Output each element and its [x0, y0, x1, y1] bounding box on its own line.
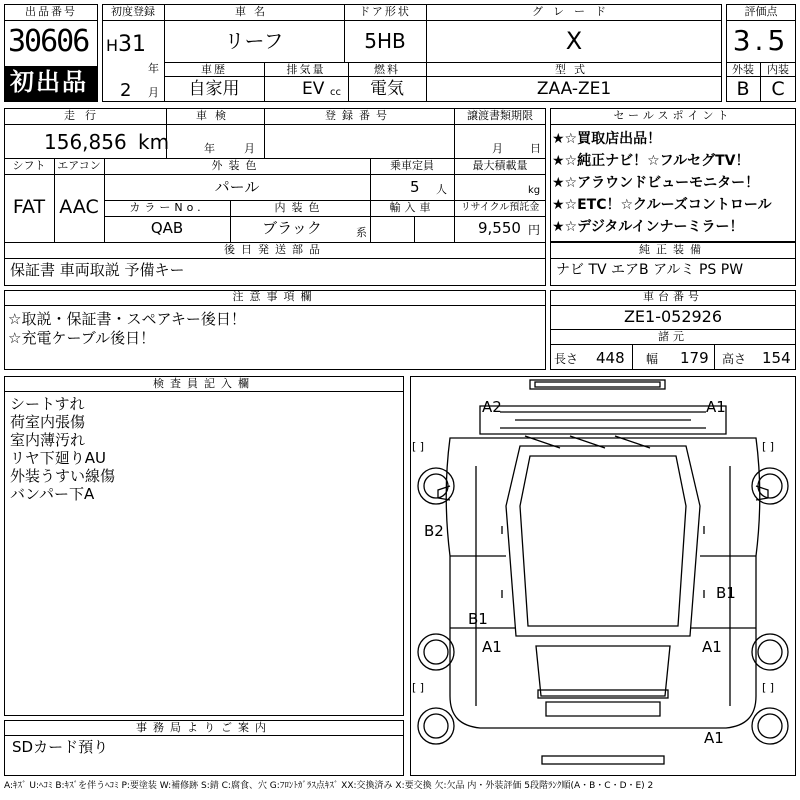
inspector-line: シートすれ — [10, 395, 85, 413]
displacement-label: 排気量 — [286, 63, 326, 76]
specs-len: 448 — [596, 349, 625, 367]
sales-point-2: ★☆純正ナビ！☆フルセグTV！ — [552, 153, 750, 169]
ext-color-label: 外装色 — [211, 159, 263, 172]
mileage-label: 走行 — [64, 109, 106, 122]
lot-number: 30606 — [8, 24, 89, 59]
mark-b1-right: B1 — [716, 584, 736, 602]
sales-points-label: セールスポイント — [613, 109, 733, 122]
rating-int-label: 内装 — [767, 63, 789, 76]
car-name-value: リーフ — [224, 29, 284, 53]
sales-point-5: ★☆デジタルインナーミラー！ — [552, 219, 744, 235]
chassis-value: ZE1-052926 — [623, 307, 723, 326]
regno-label: 登録番号 — [325, 109, 393, 122]
mark-a1-rear-right: A1 — [702, 638, 722, 656]
model-value: ZAA-ZE1 — [536, 79, 612, 99]
rating-int: C — [771, 78, 785, 100]
specs-hgt: 154 — [762, 349, 791, 367]
sales-point-4: ★☆ETC！☆クルーズコントロール — [552, 197, 772, 213]
displacement-value: EV — [302, 79, 325, 99]
specs-wid-label: 幅 — [646, 352, 659, 366]
equipment-value: ナビ TV エアB アルミ PS PW — [556, 262, 744, 278]
later-parts-value: 保証書 車両取説 予備キー — [10, 261, 185, 279]
mark-b2-left: B2 — [424, 522, 444, 540]
first-reg-year: 31 — [118, 32, 146, 57]
recycle-unit: 円 — [528, 223, 541, 237]
inspector-line: バンパー下A — [10, 485, 95, 503]
rating-ext-label: 外装 — [732, 63, 754, 76]
mark-a2-front: A2 — [482, 398, 502, 416]
mark-a1-rear: A1 — [704, 729, 724, 747]
first-reg-month: 2 — [120, 80, 132, 101]
inspector-line: リヤ下廻りAU — [10, 449, 106, 467]
specs-label: 諸元 — [658, 330, 688, 343]
sales-point-1: ★☆買取店出品！ — [552, 131, 662, 147]
mileage-value: 156,856 — [44, 130, 127, 154]
color-no-value: QAB — [150, 219, 184, 237]
mark-a1-rear-left: A1 — [482, 638, 502, 656]
mileage-unit: km — [138, 130, 170, 154]
office-value: SDカード預り — [12, 738, 109, 756]
model-label: 型式 — [555, 63, 593, 76]
door-value: 5HB — [364, 29, 406, 53]
ext-color-value: パール — [214, 178, 260, 196]
inspector-line: 室内薄汚れ — [10, 431, 86, 449]
aircon-value: AAC — [59, 196, 99, 218]
specs-len-label: 長さ — [554, 352, 579, 366]
aircon-label: エアコン — [57, 159, 101, 172]
notes-label: 注意事項欄 — [232, 290, 318, 303]
inspector-line: 外装うすい線傷 — [10, 467, 116, 485]
equipment-label: 純正装備 — [639, 243, 707, 256]
recycle-label: リサイクル預託金 — [460, 202, 540, 213]
transfer-day-unit: 日 — [530, 142, 541, 155]
import-label: 輸入車 — [389, 201, 435, 214]
max-load-label: 最大積載量 — [472, 159, 528, 172]
bracket-right-bottom: [ ] — [762, 681, 775, 694]
inspector-list — [10, 395, 115, 503]
car-name-label: 車名 — [235, 5, 273, 18]
shift-label: シフト — [12, 159, 46, 172]
bracket-left-bottom: [ ] — [412, 681, 425, 694]
later-parts-label: 後日発送部品 — [224, 243, 326, 256]
inspector-line: 荷室内張傷 — [10, 413, 86, 431]
note-line-1: ☆取説・保証書・スペアキー後日！ — [8, 310, 246, 328]
recycle-value: 9,550 — [478, 219, 521, 237]
rating-value: 3.5 — [732, 24, 790, 57]
first-reg-month-unit: 月 — [148, 86, 159, 99]
grade-value: X — [565, 27, 583, 55]
color-no-label: カラーNo. — [129, 201, 205, 214]
legend: A:ｷｽﾞ U:ﾍｺﾐ B:ｷｽﾞを伴うﾍｺﾐ P:要塗装 W:補修跡 S:錆 C:腐食、穴 G:ﾌﾛﾝﾄｶﾞﾗｽ点ｷｽﾞ XX:交換済み X:要交換 欠:欠品 内・外装評価 5段階ﾗﾝｸ順(A・B・C・D・E) 2 — [4, 781, 654, 791]
mark-a1-front: A1 — [706, 398, 726, 416]
car-diagram — [410, 376, 796, 776]
inspection-label: 車検 — [196, 109, 234, 122]
bracket-right-top: [ ] — [762, 440, 775, 453]
transfer-label: 譲渡書類期限 — [467, 109, 533, 122]
chassis-label: 車台番号 — [643, 290, 703, 303]
first-reg-year-unit: 年 — [148, 62, 159, 75]
office-label: 事務局よりご案内 — [136, 721, 272, 734]
shift-value: FAT — [12, 196, 46, 218]
rating-label: 評価点 — [744, 5, 778, 18]
int-color-label: 内装色 — [274, 201, 326, 214]
history-label: 車歴 — [201, 63, 227, 76]
fuel-value: 電気 — [370, 79, 404, 99]
mark-b1-left: B1 — [468, 610, 488, 628]
int-color-unit: 系 — [356, 226, 367, 239]
first-reg-label: 初度登録 — [111, 5, 155, 18]
sales-point-3: ★☆アラウンドビューモニター！ — [552, 175, 760, 191]
history-value: 自家用 — [188, 79, 240, 99]
rating-ext: B — [736, 78, 750, 100]
fuel-label: 燃料 — [374, 63, 400, 76]
inspection-month-unit: 月 — [244, 142, 255, 155]
capacity-unit: 人 — [436, 183, 447, 196]
specs-hgt-label: 高さ — [722, 352, 747, 366]
specs-wid: 179 — [680, 349, 709, 367]
capacity-value: 5 — [410, 178, 420, 196]
bracket-left-top: [ ] — [412, 440, 425, 453]
first-reg-era: H — [106, 36, 119, 55]
grade-label: グレード — [532, 5, 616, 18]
first-listing-badge: 初出品 — [10, 68, 88, 96]
displacement-unit: cc — [330, 87, 341, 98]
max-load-unit: kg — [528, 185, 541, 196]
int-color-value: ブラック — [262, 219, 322, 237]
inspector-label: 検査員記入欄 — [153, 377, 255, 390]
transfer-month-unit: 月 — [492, 142, 503, 155]
inspection-year-unit: 年 — [204, 142, 215, 155]
door-label: ドア形状 — [359, 5, 411, 18]
lot-label: 出品番号 — [25, 5, 77, 18]
capacity-label: 乗車定員 — [390, 159, 434, 172]
note-line-2: ☆充電ケーブル後日！ — [8, 329, 156, 347]
